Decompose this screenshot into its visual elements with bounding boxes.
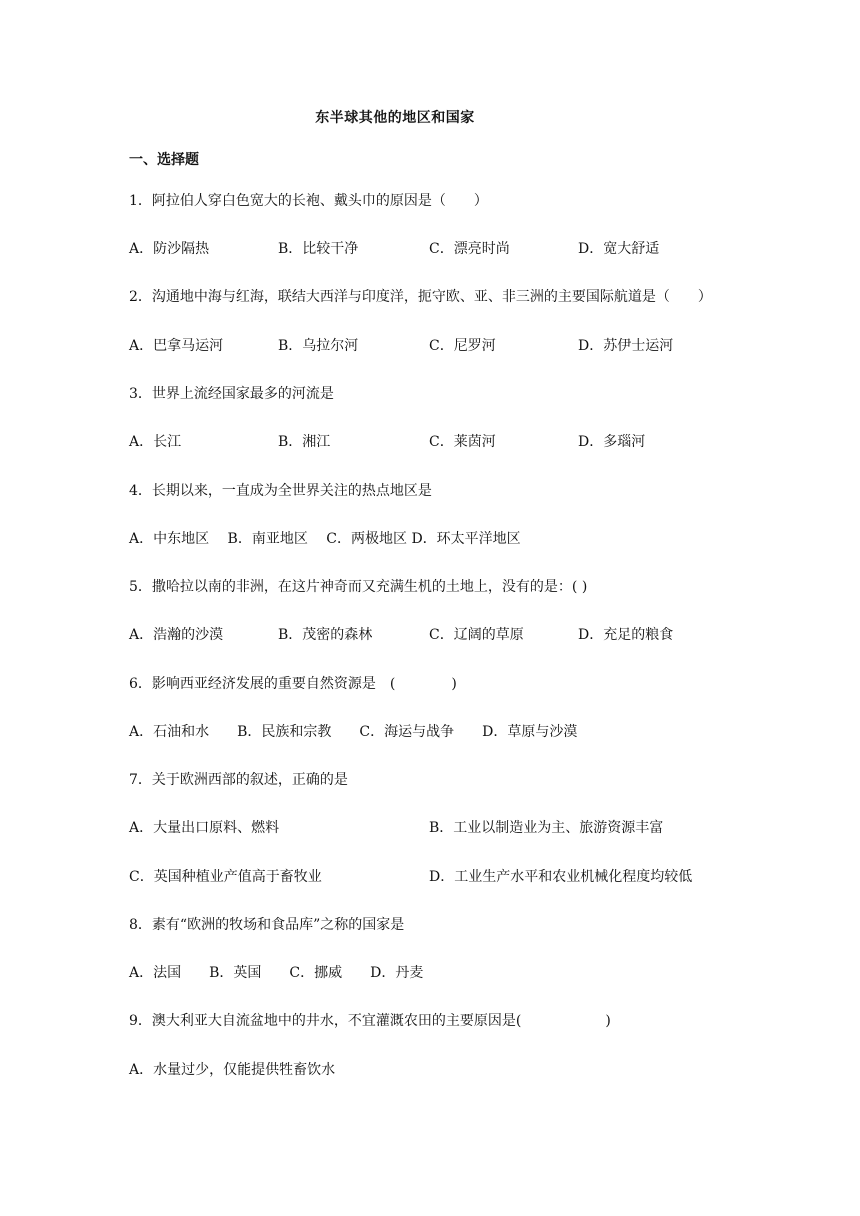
question-2-option-a: A．巴拿马运河 bbox=[129, 338, 224, 354]
question-2-option-d: D．苏伊士运河 bbox=[578, 338, 674, 354]
question-3-stem: 3．世界上流经国家最多的河流是 bbox=[129, 386, 334, 402]
question-9-option-a: A．水量过少，仅能提供牲畜饮水 bbox=[129, 1062, 336, 1078]
question-8-stem: 8．素有“欧洲的牧场和食品库”之称的国家是 bbox=[129, 917, 405, 933]
question-2-stem: 2．沟通地中海与红海，联结大西洋与印度洋，扼守欧、亚、非三洲的主要国际航道是（ ） bbox=[129, 289, 712, 305]
question-7-stem: 7．关于欧洲西部的叙述，正确的是 bbox=[129, 772, 348, 788]
question-9-stem: 9．澳大利亚大自流盆地中的井水，不宜灌溉农田的主要原因是( ) bbox=[129, 1013, 611, 1029]
question-5-option-d: D．充足的粮食 bbox=[578, 627, 674, 643]
question-5-option-a: A．浩瀚的沙漠 bbox=[129, 627, 224, 643]
question-3-option-a: A．长江 bbox=[129, 434, 182, 450]
question-4-options: A．中东地区 B．南亚地区 C．两极地区 D．环太平洋地区 bbox=[129, 531, 521, 547]
question-7-option-a: A．大量出口原料、燃料 bbox=[129, 820, 280, 836]
document-title: 东半球其他的地区和国家 bbox=[315, 110, 475, 126]
question-1-option-c: C．漂亮时尚 bbox=[429, 241, 510, 257]
question-2-option-b: B．乌拉尔河 bbox=[278, 338, 359, 354]
question-1-option-a: A．防沙隔热 bbox=[129, 241, 210, 257]
question-8-options: A．法国 B．英国 C．挪威 D．丹麦 bbox=[129, 965, 424, 981]
section-heading: 一、选择题 bbox=[129, 152, 199, 168]
question-1-stem: 1．阿拉伯人穿白色宽大的长袍、戴头巾的原因是（ ） bbox=[129, 193, 488, 209]
question-6-stem: 6．影响西亚经济发展的重要自然资源是 ( ) bbox=[129, 676, 457, 692]
question-7-option-b: B．工业以制造业为主、旅游资源丰富 bbox=[429, 820, 664, 836]
question-7-option-c: C．英国种植业产值高于畜牧业 bbox=[129, 869, 322, 885]
question-1-option-b: B．比较干净 bbox=[278, 241, 359, 257]
question-3-option-c: C．莱茵河 bbox=[429, 434, 496, 450]
question-5-option-b: B．茂密的森林 bbox=[278, 627, 373, 643]
question-3-option-d: D．多瑙河 bbox=[578, 434, 646, 450]
question-1-option-d: D．宽大舒适 bbox=[578, 241, 660, 257]
question-3-option-b: B．湘江 bbox=[278, 434, 331, 450]
question-5-stem: 5．撒哈拉以南的非洲，在这片神奇而又充满生机的土地上，没有的是：( ) bbox=[129, 579, 588, 595]
question-2-option-c: C．尼罗河 bbox=[429, 338, 496, 354]
question-7-option-d: D．工业生产水平和农业机械化程度均较低 bbox=[429, 869, 693, 885]
question-6-options: A．石油和水 B．民族和宗教 C．海运与战争 D．草原与沙漠 bbox=[129, 724, 578, 740]
question-4-stem: 4．长期以来，一直成为全世界关注的热点地区是 bbox=[129, 483, 432, 499]
question-5-option-c: C．辽阔的草原 bbox=[429, 627, 524, 643]
